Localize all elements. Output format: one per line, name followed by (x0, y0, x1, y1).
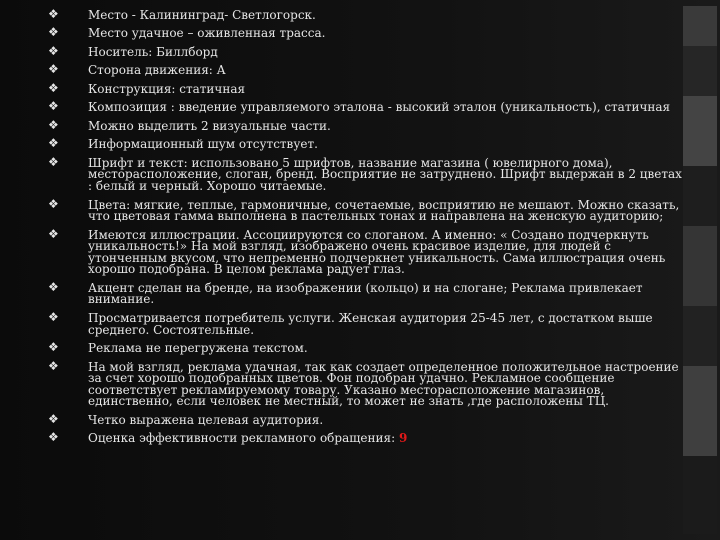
list-item (48, 154, 688, 194)
list-item-text: Акцент сделан на бренде, на изображении (кольцо) и на слогане; Реклама привлекает внимание. (88, 280, 643, 307)
list-item (48, 7, 688, 22)
list-item (48, 25, 688, 41)
diamond-bullet-icon: ❖ (48, 136, 59, 151)
diamond-bullet-icon: ❖ (48, 99, 59, 114)
bullet-list (48, 7, 688, 452)
list-item-text: Шрифт и текст: использовано 5 шрифтов, название магазина ( ювелирного дома), месторасположение, слоган, бренд. Восприятие не затруднено. Шрифт выдержан в 2 цветах : белый и черный. Хорошо читаемые. (88, 155, 682, 194)
list-item-text: Оценка эффективности рекламного обращения: (88, 431, 396, 446)
diamond-bullet-icon: ❖ (48, 279, 59, 294)
list-item-text: Просматривается потребитель услуги. Женская аудитория 25-45 лет, с достатком выше среднего. Состоятельные. (88, 310, 653, 337)
list-item-text: Композиция : введение управляемого эталона - высокий эталон (уникальность), статичная (88, 100, 671, 115)
diamond-bullet-icon: ❖ (48, 117, 59, 132)
list-item-text: Место - Калининград- Светлогорск. (88, 8, 316, 22)
diamond-bullet-icon: ❖ (48, 309, 59, 324)
diamond-bullet-icon: ❖ (48, 25, 59, 40)
list-item-text: Носитель: Биллборд (88, 44, 218, 59)
effectiveness-score: 9 (398, 431, 408, 446)
decorative-side-stripe (683, 6, 717, 534)
list-item (48, 99, 688, 115)
diamond-bullet-icon: ❖ (48, 358, 59, 373)
list-item-text: Конструкция: статичная (88, 81, 246, 96)
list-item (48, 340, 688, 356)
list-item-text: На мой взгляд, реклама удачная, так как создает определенное положительное настроение за счет хорошо подобранных цветов. Фон подобран удачно. Рекламное сообщение соответствует рекламируемому товару. Указано месторасположение магазинов, единственно, если человек не местный, то может не знать ,где расположены ТЦ. (88, 359, 679, 409)
diamond-bullet-icon: ❖ (48, 80, 59, 95)
list-item-text: Цвета: мягкие, теплые, гармоничные, сочетаемые, восприятию не мешают. Можно сказать, что цветовая гамма выполнена в пастельных тонах и направлена на женскую аудиторию; (88, 197, 680, 224)
list-item (48, 196, 688, 224)
list-item (48, 136, 688, 152)
list-item (48, 430, 688, 446)
list-item (48, 43, 688, 59)
list-item-text: Информационный шум отсутствует. (88, 137, 318, 152)
list-item (48, 358, 688, 409)
list-item (48, 62, 688, 78)
list-item (48, 309, 688, 337)
list-item-text: Можно выделить 2 визуальные части. (88, 118, 331, 133)
diamond-bullet-icon: ❖ (48, 43, 59, 58)
list-item-text: Четко выражена целевая аудитория. (88, 412, 324, 427)
list-item-text: Имеются иллюстрации. Ассоциируются со слоганом. А именно: « Создано подчеркнуть уникальность!» На мой взгляд, изображено очень красивое изделие, для людей с утонченным вкусом, что непременно подчеркнет уникальность. Сама иллюстрация очень хорошо подобрана. В целом реклама радует глаз. (88, 227, 666, 277)
diamond-bullet-icon: ❖ (48, 196, 59, 211)
diamond-bullet-icon: ❖ (48, 340, 59, 355)
list-item (48, 226, 688, 277)
list-item (48, 411, 688, 427)
diamond-bullet-icon: ❖ (48, 7, 59, 21)
diamond-bullet-icon: ❖ (48, 430, 59, 445)
diamond-bullet-icon: ❖ (48, 226, 59, 241)
list-item (48, 279, 688, 307)
list-item (48, 80, 688, 96)
diamond-bullet-icon: ❖ (48, 62, 59, 77)
list-item-text: Место удачное – оживленная трасса. (88, 26, 326, 41)
list-item (48, 117, 688, 133)
diamond-bullet-icon: ❖ (48, 154, 59, 169)
list-item-text: Сторона движения: А (88, 63, 226, 78)
list-item-text: Реклама не перегружена текстом. (88, 341, 308, 356)
diamond-bullet-icon: ❖ (48, 411, 59, 426)
